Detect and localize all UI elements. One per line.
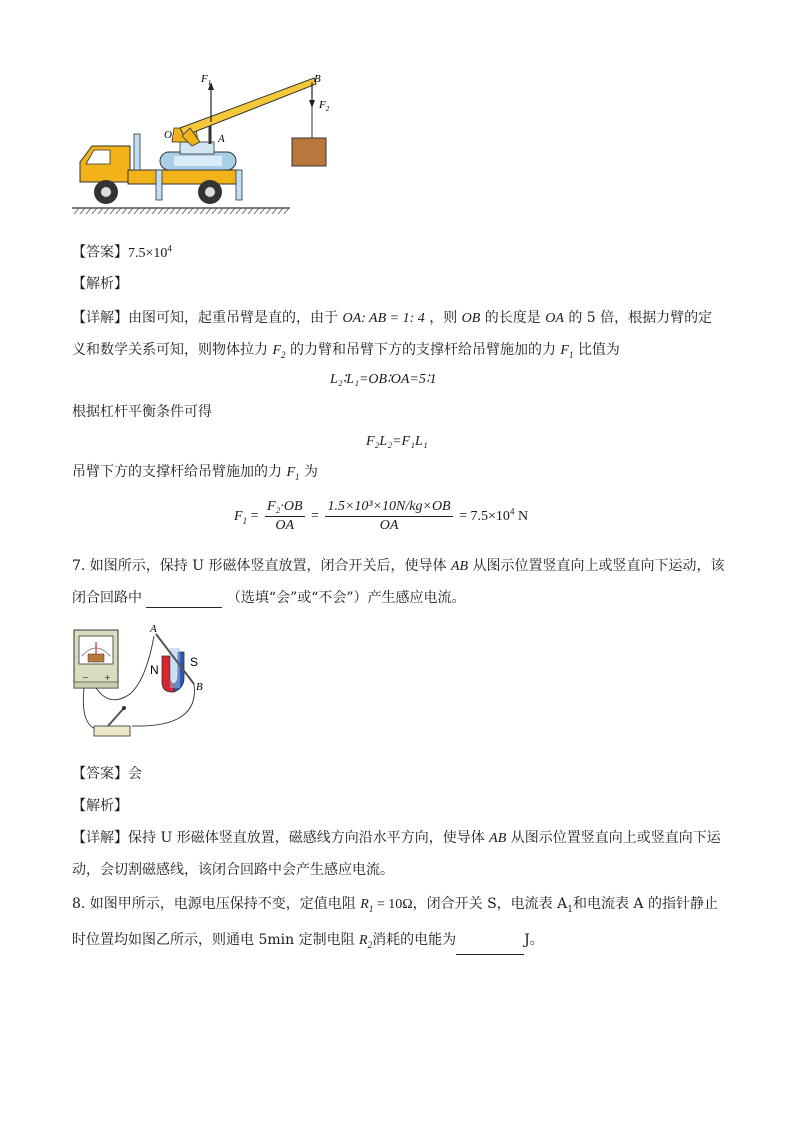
q7-line2 — [72, 588, 466, 608]
q8-line1 — [72, 894, 718, 920]
answer-value: 会 — [128, 766, 142, 782]
label-B: B — [196, 681, 203, 693]
symbol-F2: $F_2$ — [272, 343, 286, 360]
text: 的长度是 — [484, 310, 541, 326]
symbol-R2: $R_2$ — [359, 933, 373, 950]
eq-result: $7.5\times 10^4$ N — [470, 506, 529, 524]
equation-lever-balance: F₂L₂=F₁L₁ — [366, 434, 428, 449]
text: 消耗的电能为 — [372, 932, 457, 948]
switch-lever — [108, 708, 124, 726]
q7-detail-line2: 动，会切割磁感线，该闭合回路中会产生感应电流。 — [72, 862, 394, 878]
label-B: B — [314, 73, 321, 85]
terminal-minus: − — [82, 673, 89, 682]
A1-sub: 1 — [567, 904, 573, 915]
text: 从图示位置竖直向上或竖直向下运 — [510, 830, 721, 846]
answer-blank[interactable] — [456, 940, 524, 955]
text: 的 5 倍，根据力臂的定 — [568, 310, 713, 326]
truck-bed — [128, 170, 238, 184]
ratio-OA-AB: OA: AB = 1: 4 — [342, 311, 425, 326]
label-A: A — [218, 133, 225, 145]
label-F2: $F_2$ — [319, 99, 330, 113]
q7-line1 — [72, 556, 725, 577]
text: J。 — [524, 932, 544, 948]
symbol-AB: AB — [450, 559, 469, 574]
text: 从图示位置竖直向上或竖直向下运动，该 — [472, 558, 725, 574]
outrigger-left — [156, 170, 162, 200]
q6-answer — [72, 238, 172, 264]
equation-F1-result: $F_1$ = $\frac{\text{F₂·OB}}{OA}$ = $\frac{\text{1.5×10³×10N/kg×OB}}{OA}$ = $7.5\times 10^4$ N — [234, 499, 529, 533]
crane-boom — [180, 78, 316, 136]
text: 吊臂下方的支撑杆给吊臂施加的力 — [72, 464, 282, 480]
text: 比值为 — [577, 342, 620, 358]
terminal-plus: + — [104, 673, 111, 682]
answer-tag: 【答案】 — [72, 766, 128, 782]
crane-post-left — [134, 134, 140, 170]
tank-stripe — [174, 156, 222, 166]
text: 和电流表 A 的指针静止 — [572, 896, 718, 912]
fraction-2: $\frac{\text{1.5×10³×10N/kg×OB}}{OA}$ — [327, 499, 451, 533]
wheel-rear-hub — [205, 187, 215, 197]
text: （选填“会”或“不会”）产生感应电流。 — [226, 590, 466, 606]
q6-analysis-tag: 【解析】 — [72, 276, 128, 292]
outrigger-right — [236, 170, 242, 200]
text: 时位置均如图乙所示，则通电 5min 定制电阻 — [72, 932, 355, 948]
symbol-AB: AB — [489, 831, 507, 846]
switch-handle — [122, 706, 126, 710]
text: 闭合回路中 — [72, 590, 142, 606]
wheel-front-hub — [101, 187, 111, 197]
knife-switch[interactable] — [94, 726, 130, 736]
answer-tag: 【答案】 — [72, 244, 128, 261]
eq-lhs: $F_1$ — [234, 508, 248, 526]
q6-detail-line1 — [72, 308, 712, 329]
R1-value: = 10Ω — [373, 897, 413, 912]
q6-detail-line2 — [72, 340, 620, 365]
detail-tag: 【详解】 — [72, 310, 128, 326]
equation-arm-ratio: L₂∶L₁=OB∶OA=5∶1 — [330, 372, 437, 387]
text: 由图可知，起重吊臂是直的，由于 — [128, 310, 338, 326]
ground-hatch — [74, 208, 289, 214]
lever-condition-text: 根据杠杆平衡条件可得 — [72, 404, 212, 420]
text: 义和数学关系可知，则物体拉力 — [72, 342, 268, 358]
cargo-box — [292, 138, 326, 166]
symbol-OB: OB — [461, 311, 481, 326]
label-F1: $F_1$ — [201, 73, 212, 87]
symbol-F1: $F_1$ — [560, 343, 574, 360]
symbol-F1: $F_1$ — [286, 465, 300, 482]
text: ，则 — [429, 310, 458, 326]
q7-detail-line1 — [72, 828, 721, 849]
label-N: N — [150, 663, 159, 677]
q7-analysis-tag: 【解析】 — [72, 798, 128, 814]
label-A: A — [150, 623, 157, 635]
text: 的力臂和吊臂下方的支撑杆给吊臂施加的力 — [289, 342, 556, 358]
text: 7. 如图所示，保持 U 形磁体竖直放置，闭合开关后，使导体 — [72, 558, 447, 574]
label-S: S — [190, 655, 199, 669]
text: 8. 如图甲所示，电源电压保持不变，定值电阻 — [72, 896, 356, 912]
support-force-text — [72, 462, 318, 487]
answer-blank[interactable] — [146, 593, 222, 608]
crane-figure — [70, 70, 330, 220]
answer-value: $7.5\times 10^4$ — [128, 243, 172, 261]
symbol-OA: OA — [545, 311, 564, 326]
force-F2-arrowhead — [309, 100, 315, 108]
galvanometer-base — [74, 682, 118, 688]
text: 为 — [303, 464, 318, 480]
q8-line2 — [72, 930, 544, 955]
dial-base — [88, 654, 104, 662]
detail-tag: 【详解】 — [72, 830, 128, 846]
fraction-1: $\frac{\text{F₂·OB}}{OA}$ — [266, 499, 303, 533]
text: ，闭合开关 S，电流表 A — [412, 896, 568, 912]
q7-answer — [72, 764, 142, 784]
wire-right — [132, 684, 194, 726]
wire-bottom — [83, 688, 100, 730]
label-O: O — [164, 129, 172, 141]
magnet-circuit-figure — [70, 618, 230, 752]
text: 保持 U 形磁体竖直放置，磁感线方向沿水平方向，使导体 — [128, 830, 485, 846]
symbol-R1: $R_1$ — [360, 897, 374, 914]
